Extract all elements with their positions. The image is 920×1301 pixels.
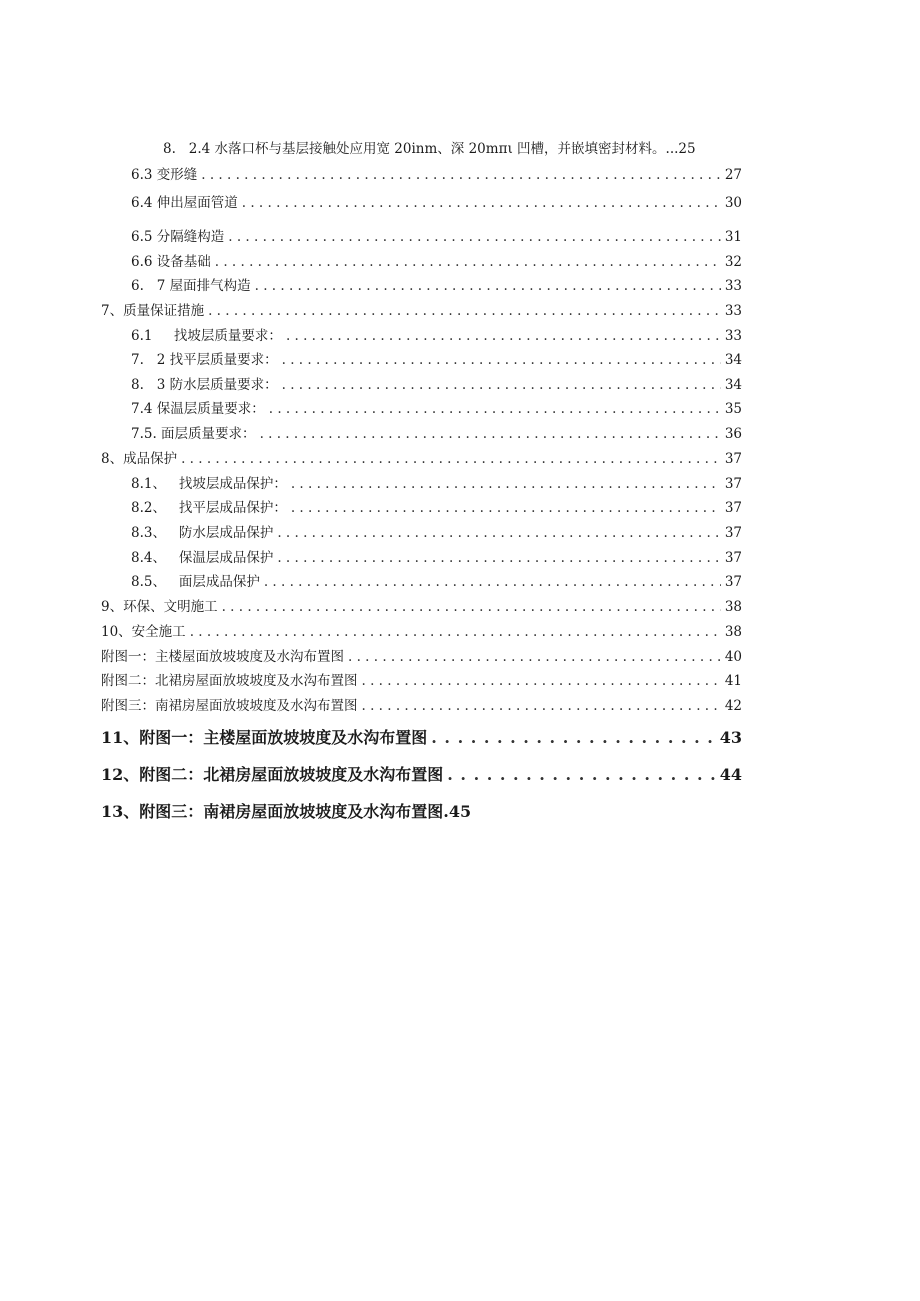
toc-entry-page: 33 <box>724 328 742 344</box>
toc-entry-label: 8.3、 防水层成品保护 <box>131 525 274 541</box>
toc-entry-page: ...25 <box>665 141 696 157</box>
toc-entry-label: 11、附图一：主楼屋面放坡坡度及水沟布置图 <box>101 728 428 747</box>
dot-leader <box>260 425 721 443</box>
toc-entry <box>101 648 742 666</box>
toc-entry <box>101 623 742 641</box>
toc-entry-page: 45 <box>448 802 472 821</box>
dot-leader <box>242 194 721 212</box>
dot-leader <box>282 376 721 394</box>
toc-entry-page: 37 <box>724 451 742 467</box>
toc-entry <box>131 351 742 369</box>
toc-entry-page: 43 <box>719 728 742 747</box>
toc-entry <box>101 801 601 823</box>
dot-leader <box>362 697 721 715</box>
dot-leader <box>264 573 721 591</box>
toc-entry-label: 附图三：南裙房屋面放坡坡度及水沟布置图 <box>101 698 358 714</box>
toc-entry <box>101 672 742 690</box>
dot-leader <box>208 302 721 320</box>
toc-entry-label: 8.2、 找平层成品保护： <box>131 500 287 516</box>
toc-entry <box>101 598 742 616</box>
dot-leader <box>277 549 720 567</box>
toc-entry-label: 7.5. 面层质量要求： <box>131 426 256 442</box>
toc-entry-label: 6.3 变形缝 <box>131 167 198 183</box>
toc-entry-label: 6. 7 屋面排气构造 <box>131 278 251 294</box>
toc-entry-page: 44 <box>719 765 742 784</box>
toc-entry <box>131 425 742 443</box>
toc-entry <box>131 400 742 418</box>
toc-entry-label: 8.4、 保温层成品保护 <box>131 550 274 566</box>
toc-entry <box>131 499 742 517</box>
toc-entry-label: 8.1、 找坡层成品保护： <box>131 476 287 492</box>
dot-leader <box>348 648 721 666</box>
toc-entry-page: 38 <box>724 624 742 640</box>
dot-leader <box>362 672 721 690</box>
dot-leader <box>181 450 721 468</box>
toc-entry-label: 6.5 分隔缝构造 <box>131 229 225 245</box>
toc-entry-page: 41 <box>724 673 742 689</box>
toc-entry-label: 6.4 伸出屋面管道 <box>131 195 238 211</box>
toc-entry <box>131 327 742 345</box>
toc-entry-label: 附图二：北裙房屋面放坡坡度及水沟布置图 <box>101 673 358 689</box>
toc-entry-label: 6.6 设备基础 <box>131 254 211 270</box>
toc-entry-label: 13、附图三：南裙房屋面放坡坡度及水沟布置图. <box>101 802 449 821</box>
toc-entry-page: 38 <box>724 599 742 615</box>
toc-entry-page: 37 <box>724 500 742 516</box>
toc-entry <box>131 376 742 394</box>
toc-entry <box>131 524 742 542</box>
toc-entry-page: 35 <box>724 401 742 417</box>
toc-entry-label: 6.1 找坡层质量要求： <box>131 328 282 344</box>
toc-entry-page: 31 <box>724 229 742 245</box>
dot-leader <box>291 499 721 517</box>
toc-entry-label: 8. 3 防水层质量要求： <box>131 377 278 393</box>
dot-leader <box>286 327 721 345</box>
toc-entry <box>131 166 742 184</box>
dot-leader <box>269 400 721 418</box>
dot-leader <box>215 253 721 271</box>
toc-entry-label: 12、附图二：北裙房屋面放坡坡度及水沟布置图 <box>101 765 444 784</box>
toc-entry <box>101 727 742 749</box>
toc-entry <box>131 194 742 212</box>
toc-entry-label: 10、安全施工 <box>101 624 186 640</box>
dot-leader <box>431 727 715 749</box>
toc-entry-page: 36 <box>724 426 742 442</box>
toc-entry <box>131 277 742 295</box>
dot-leader <box>255 277 721 295</box>
toc-entry-page: 37 <box>724 574 742 590</box>
toc-entry <box>131 228 742 246</box>
dot-leader <box>190 623 721 641</box>
toc-entry-page: 40 <box>724 649 742 665</box>
toc-entry <box>131 475 742 493</box>
toc-entry-page: 32 <box>724 254 742 270</box>
toc-entry-label: 7、质量保证措施 <box>101 303 205 319</box>
toc-entry-label: 8. 2.4 水落口杯与基层接触处应用宽 20inm、深 20mπι 凹槽，并嵌填密封材料。 <box>163 141 666 157</box>
dot-leader <box>277 524 720 542</box>
toc-entry-page: 37 <box>724 476 742 492</box>
toc-entry-label: 8、成品保护 <box>101 451 178 467</box>
toc-entry-page: 42 <box>724 698 742 714</box>
dot-leader <box>228 228 721 246</box>
dot-leader <box>222 598 721 616</box>
toc-entry-page: 37 <box>724 525 742 541</box>
toc-entry-page: 30 <box>724 195 742 211</box>
toc-entry-page: 33 <box>724 303 742 319</box>
toc-entry <box>131 253 742 271</box>
dot-leader <box>291 475 721 493</box>
toc-entry <box>131 573 742 591</box>
toc-entry <box>101 697 742 715</box>
toc-entry-label: 9、环保、文明施工 <box>101 599 218 615</box>
toc-entry-page: 34 <box>724 352 742 368</box>
toc-entry-label: 7.4 保温层质量要求： <box>131 401 265 417</box>
dot-leader <box>201 166 721 184</box>
dot-leader <box>282 351 721 369</box>
dot-leader <box>447 764 715 786</box>
toc-entry-label: 8.5、 面层成品保护 <box>131 574 260 590</box>
toc-entry <box>101 450 742 468</box>
toc-entry <box>163 140 743 158</box>
toc-entry-label: 附图一：主楼屋面放坡坡度及水沟布置图 <box>101 649 344 665</box>
toc-entry <box>131 549 742 567</box>
toc-entry-page: 27 <box>724 167 742 183</box>
toc-entry-page: 33 <box>724 278 742 294</box>
toc-entry <box>101 764 742 786</box>
toc-entry-label: 7. 2 找平层质量要求： <box>131 352 278 368</box>
toc-entry-page: 37 <box>724 550 742 566</box>
toc-entry <box>101 302 742 320</box>
toc-entry-page: 34 <box>724 377 742 393</box>
